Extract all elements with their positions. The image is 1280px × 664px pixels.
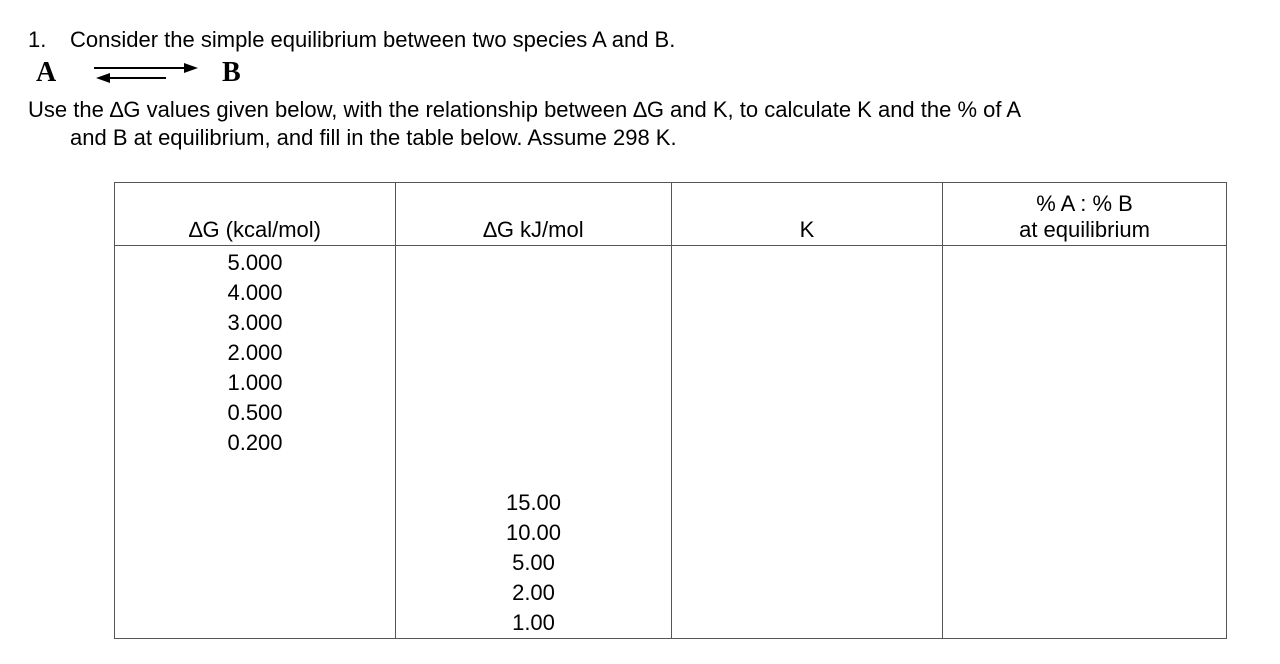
- equilibrium-arrows-icon: [90, 62, 200, 84]
- kj-value: 10.00: [505, 520, 562, 545]
- cell-dg-kj: [396, 246, 672, 639]
- header-k: K: [672, 183, 943, 246]
- kcal-value: 1.000: [227, 370, 283, 395]
- header-dg-kj: ∆G kJ/mol: [396, 183, 672, 246]
- kj-value: 15.00: [505, 490, 562, 515]
- header-percent-line-1: % A : % B: [1036, 191, 1133, 216]
- cell-k: [672, 246, 943, 639]
- table-body-row: [115, 246, 1227, 639]
- header-percent: [943, 183, 1227, 246]
- kj-value: 1.00: [512, 610, 555, 635]
- instructions-line-1: Use the ∆G values given below, with the relationship between ∆G and K, to calculate K and the % of A: [28, 97, 1022, 122]
- cell-dg-kcal: [115, 246, 396, 639]
- kcal-value: 2.000: [227, 340, 283, 365]
- question-text: Consider the simple equilibrium between two species A and B.: [70, 27, 676, 52]
- instructions: [28, 96, 1248, 152]
- equilibrium-equation: [36, 56, 276, 92]
- species-b: B: [222, 57, 241, 88]
- header-percent-line-2: at equilibrium: [1019, 217, 1150, 242]
- cell-percent: [943, 246, 1227, 639]
- kcal-value: 3.000: [227, 310, 283, 335]
- kcal-value: 0.200: [227, 430, 283, 455]
- kcal-value-list: [115, 246, 395, 458]
- species-a: A: [36, 57, 57, 88]
- question-number: 1.: [28, 27, 47, 52]
- header-dg-kcal: ∆G (kcal/mol): [115, 183, 396, 246]
- kcal-value: 5.000: [227, 250, 283, 275]
- kj-value-list: [396, 246, 671, 638]
- kcal-value: 4.000: [227, 280, 283, 305]
- equilibrium-table: [114, 182, 1227, 639]
- question-line: [28, 26, 675, 54]
- instructions-line-2: and B at equilibrium, and fill in the table below. Assume 298 K.: [70, 125, 677, 150]
- kcal-value: 0.500: [227, 400, 283, 425]
- table-header-row: [115, 183, 1227, 246]
- kj-value: 5.00: [512, 550, 555, 575]
- kj-value: 2.00: [512, 580, 555, 605]
